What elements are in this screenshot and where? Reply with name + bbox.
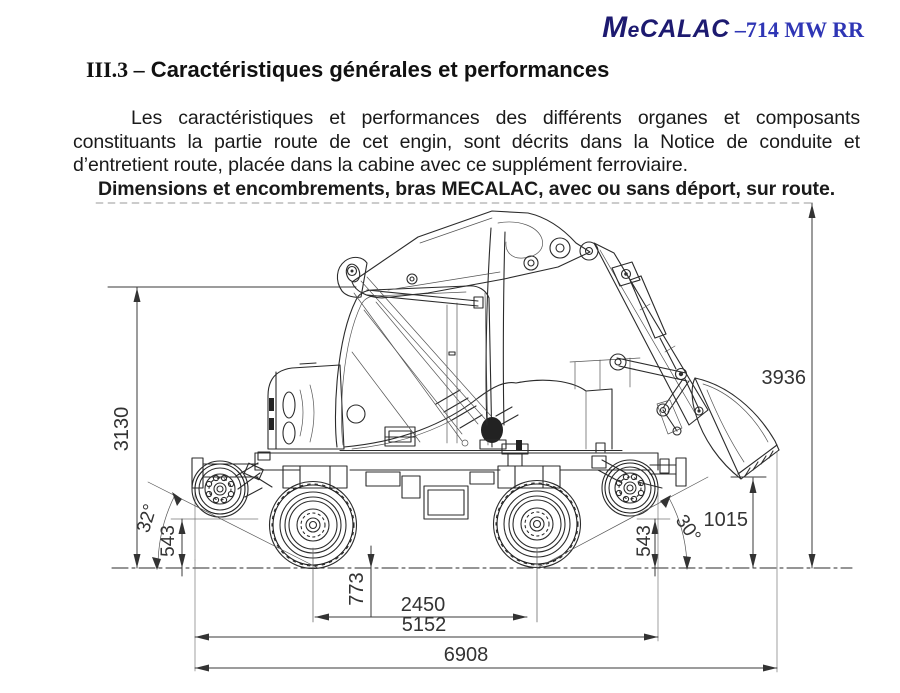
boom-foot-pivot [481, 417, 503, 443]
dim-rail-wheel-right-label: 543 [634, 525, 655, 557]
boom-assembly [337, 211, 779, 479]
paragraph-line: Les caractéristiques et performances des différents organes et composants [131, 107, 860, 129]
tie-rods [367, 290, 483, 308]
section-number: III.3 – [86, 57, 145, 82]
dim-frame-length-label: 5152 [401, 614, 447, 636]
logo-model-number: –714 MW RR [734, 17, 864, 42]
road-wheel-rear [270, 482, 357, 623]
section-title: Caractéristiques générales et performances [144, 57, 610, 82]
engine-hood [268, 363, 344, 449]
bucket-cylinder [612, 262, 687, 380]
dim-overall-length-label: 6908 [443, 644, 489, 666]
drawing-caption: Dimensions et encombrements, bras MECALAC, avec ou sans déport, sur route. [97, 177, 836, 200]
dim-frame-length [195, 490, 658, 671]
dipper-arm [594, 243, 708, 425]
dim-boom-height-label: 3936 [761, 367, 806, 389]
boom-suspension-cylinder [354, 277, 491, 446]
road-wheel-front [494, 481, 581, 623]
turntable [340, 451, 622, 454]
paragraph-line: constituants la partie route de cet engin, sont décrits dans la Notice de conduite et [73, 130, 860, 153]
dim-boom-height [762, 203, 816, 568]
paragraph-line: d’entretient route, placée dans la cabine avec ce supplément ferroviaire. [73, 154, 688, 176]
rail-wheel-arm-rear [236, 463, 263, 497]
dim-angle-right [537, 477, 708, 570]
boom-upper-edge [503, 232, 505, 425]
dim-bucket-clearance [704, 477, 767, 568]
logo-brand-m: M [602, 11, 628, 44]
bucket [692, 378, 779, 479]
boom-suspension-bracket [337, 257, 367, 297]
dim-axle-offset [346, 546, 375, 617]
dim-angle-right-label: 30° [670, 511, 705, 547]
dim-angle-left-label: 32° [133, 501, 162, 536]
deck-handrail [570, 358, 640, 389]
dim-axle-offset-label: 773 [346, 572, 368, 606]
logo-brand-e: e [627, 19, 640, 42]
dim-bucket-clearance-label: 1015 [703, 509, 748, 531]
dim-cab-height-label: 3130 [111, 406, 133, 452]
rail-wheel-arm-front [592, 443, 626, 483]
rail-wheel-front [602, 460, 658, 516]
bucket-linkage [610, 354, 703, 435]
excavator-machine [192, 211, 779, 622]
logo-brand-rest: CALAC [639, 15, 730, 43]
boom-head-plate [352, 211, 590, 298]
dim-rail-wheel-left-label: 543 [158, 525, 179, 557]
chassis-frame [255, 440, 658, 519]
toolbox [424, 486, 468, 519]
windshield-reflections [352, 302, 478, 442]
dim-wheelbase-label: 2450 [400, 594, 446, 616]
dimension-annotations [111, 203, 816, 672]
dim-overall-length [195, 452, 777, 672]
